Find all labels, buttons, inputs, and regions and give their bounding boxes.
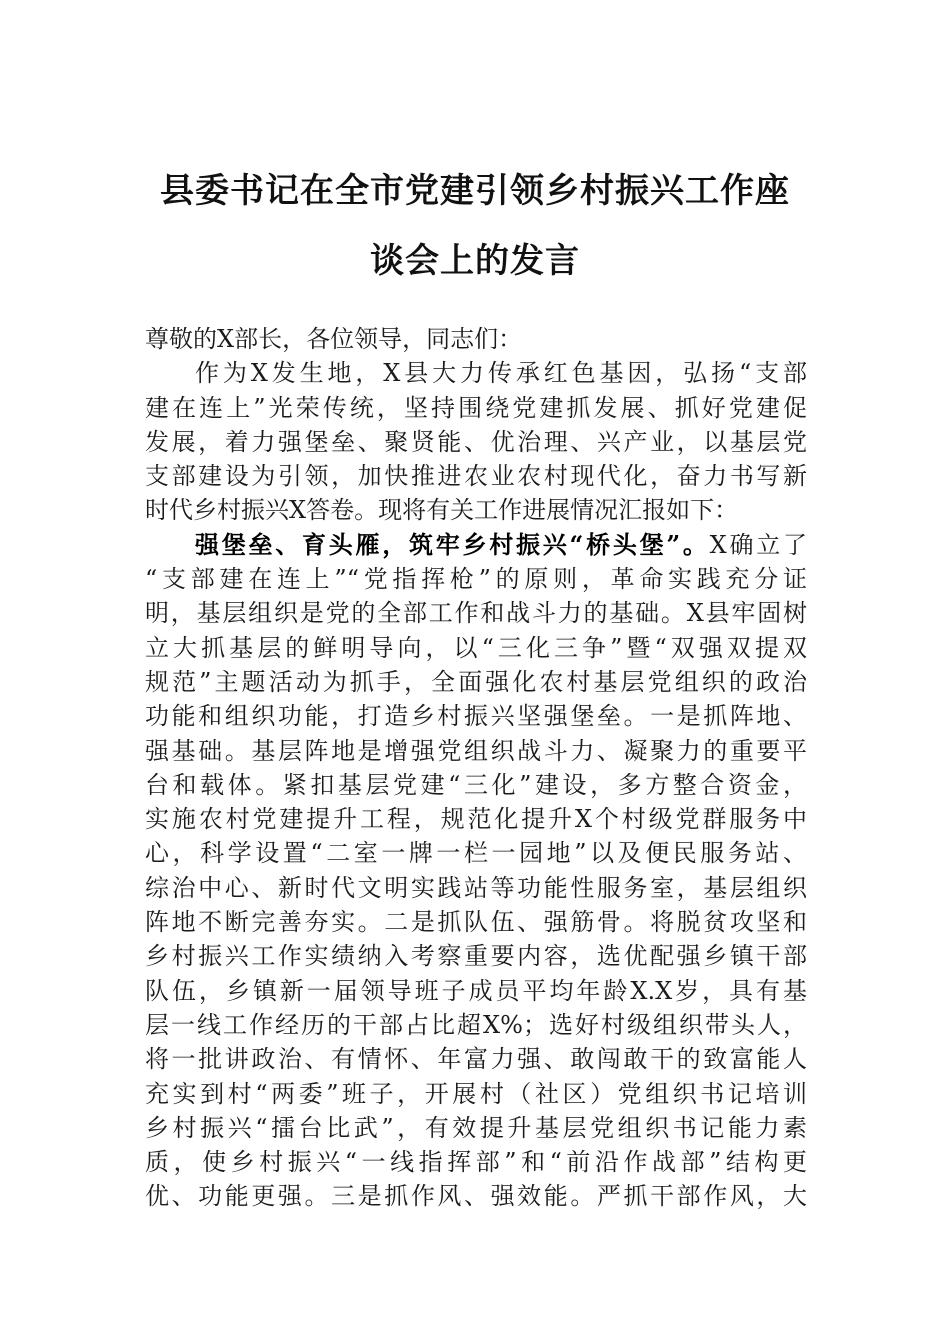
section-1-line: 立大抓基层的鲜明导向，以“三化三争”暨“双强双提双 — [145, 633, 807, 662]
section-1-line: 队伍，乡镇新一届领导班子成员平均年龄X.X岁，具有基 — [145, 976, 807, 1005]
intro-line: 建在连上”光荣传统，坚持围绕党建抓发展、抓好党建促 — [145, 393, 807, 422]
section-1-heading: 强堡垒、育头雁，筑牢乡村振兴“桥头堡”。 — [195, 529, 710, 559]
section-1-line: 台和载体。紧扣基层党建“三化”建设，多方整合资金， — [145, 770, 807, 799]
section-1-line: 功能和组织功能，打造乡村振兴坚强堡垒。一是抓阵地、 — [145, 702, 807, 731]
intro-line: 作为X发生地，X县大力传承红色基因，弘扬“支部 — [195, 359, 807, 388]
section-1-line: 阵地不断完善夯实。二是抓队伍、强筋骨。将脱贫攻坚和 — [145, 908, 807, 937]
section-1-line: 明，基层组织是党的全部工作和战斗力的基础。X县牢固树 — [145, 599, 807, 628]
section-1-first-line-rest: X确立了 — [709, 530, 807, 559]
section-1-line: 层一线工作经历的干部占比超X%；选好村级组织带头人， — [145, 1010, 807, 1039]
intro-line: 发展，着力强堡垒、聚贤能、优治理、兴产业，以基层党 — [145, 427, 807, 456]
section-1-line: 实施农村党建提升工程，规范化提升X个村级党群服务中 — [145, 805, 807, 834]
section-1-line: 强基础。基层阵地是增强党组织战斗力、凝聚力的重要平 — [145, 736, 807, 765]
intro-line: 时代乡村振兴X答卷。现将有关工作进展情况汇报如下： — [145, 496, 739, 525]
section-1-first-line — [145, 528, 807, 562]
section-1-line: 规范”主题活动为抓手，全面强化农村基层党组织的政治 — [145, 667, 807, 696]
salutation: 尊敬的X部长，各位领导，同志们： — [145, 325, 523, 353]
intro-line: 支部建设为引领，加快推进农业农村现代化，奋力书写新 — [145, 462, 807, 491]
section-1-line: 乡村振兴工作实绩纳入考察重要内容，选优配强乡镇干部 — [145, 942, 807, 971]
section-1-line: 优、功能更强。三是抓作风、强效能。严抓干部作风，大 — [145, 1182, 807, 1211]
section-1-line: 质，使乡村振兴“一线指挥部”和“前沿作战部”结构更 — [145, 1148, 807, 1177]
document-title-line-2: 谈会上的发言 — [370, 241, 580, 281]
section-1-line: 充实到村“两委”班子，开展村（社区）党组织书记培训 — [145, 1079, 807, 1108]
section-1-line: 将一批讲政治、有情怀、年富力强、敢闯敢干的致富能人 — [145, 1045, 807, 1074]
document-title-line-1: 县委书记在全市党建引领乡村振兴工作座 — [160, 171, 790, 211]
section-1-line: 心，科学设置“二室一牌一栏一园地”以及便民服务站、 — [145, 839, 807, 868]
section-1-line: 乡村振兴“擂台比武”，有效提升基层党组织书记能力素 — [145, 1113, 807, 1142]
document-body — [145, 322, 807, 1214]
section-1-line: “支部建在连上”“党指挥枪”的原则，革命实践充分证 — [145, 565, 807, 594]
section-1-line: 综治中心、新时代文明实践站等功能性服务室，基层组织 — [145, 873, 807, 902]
